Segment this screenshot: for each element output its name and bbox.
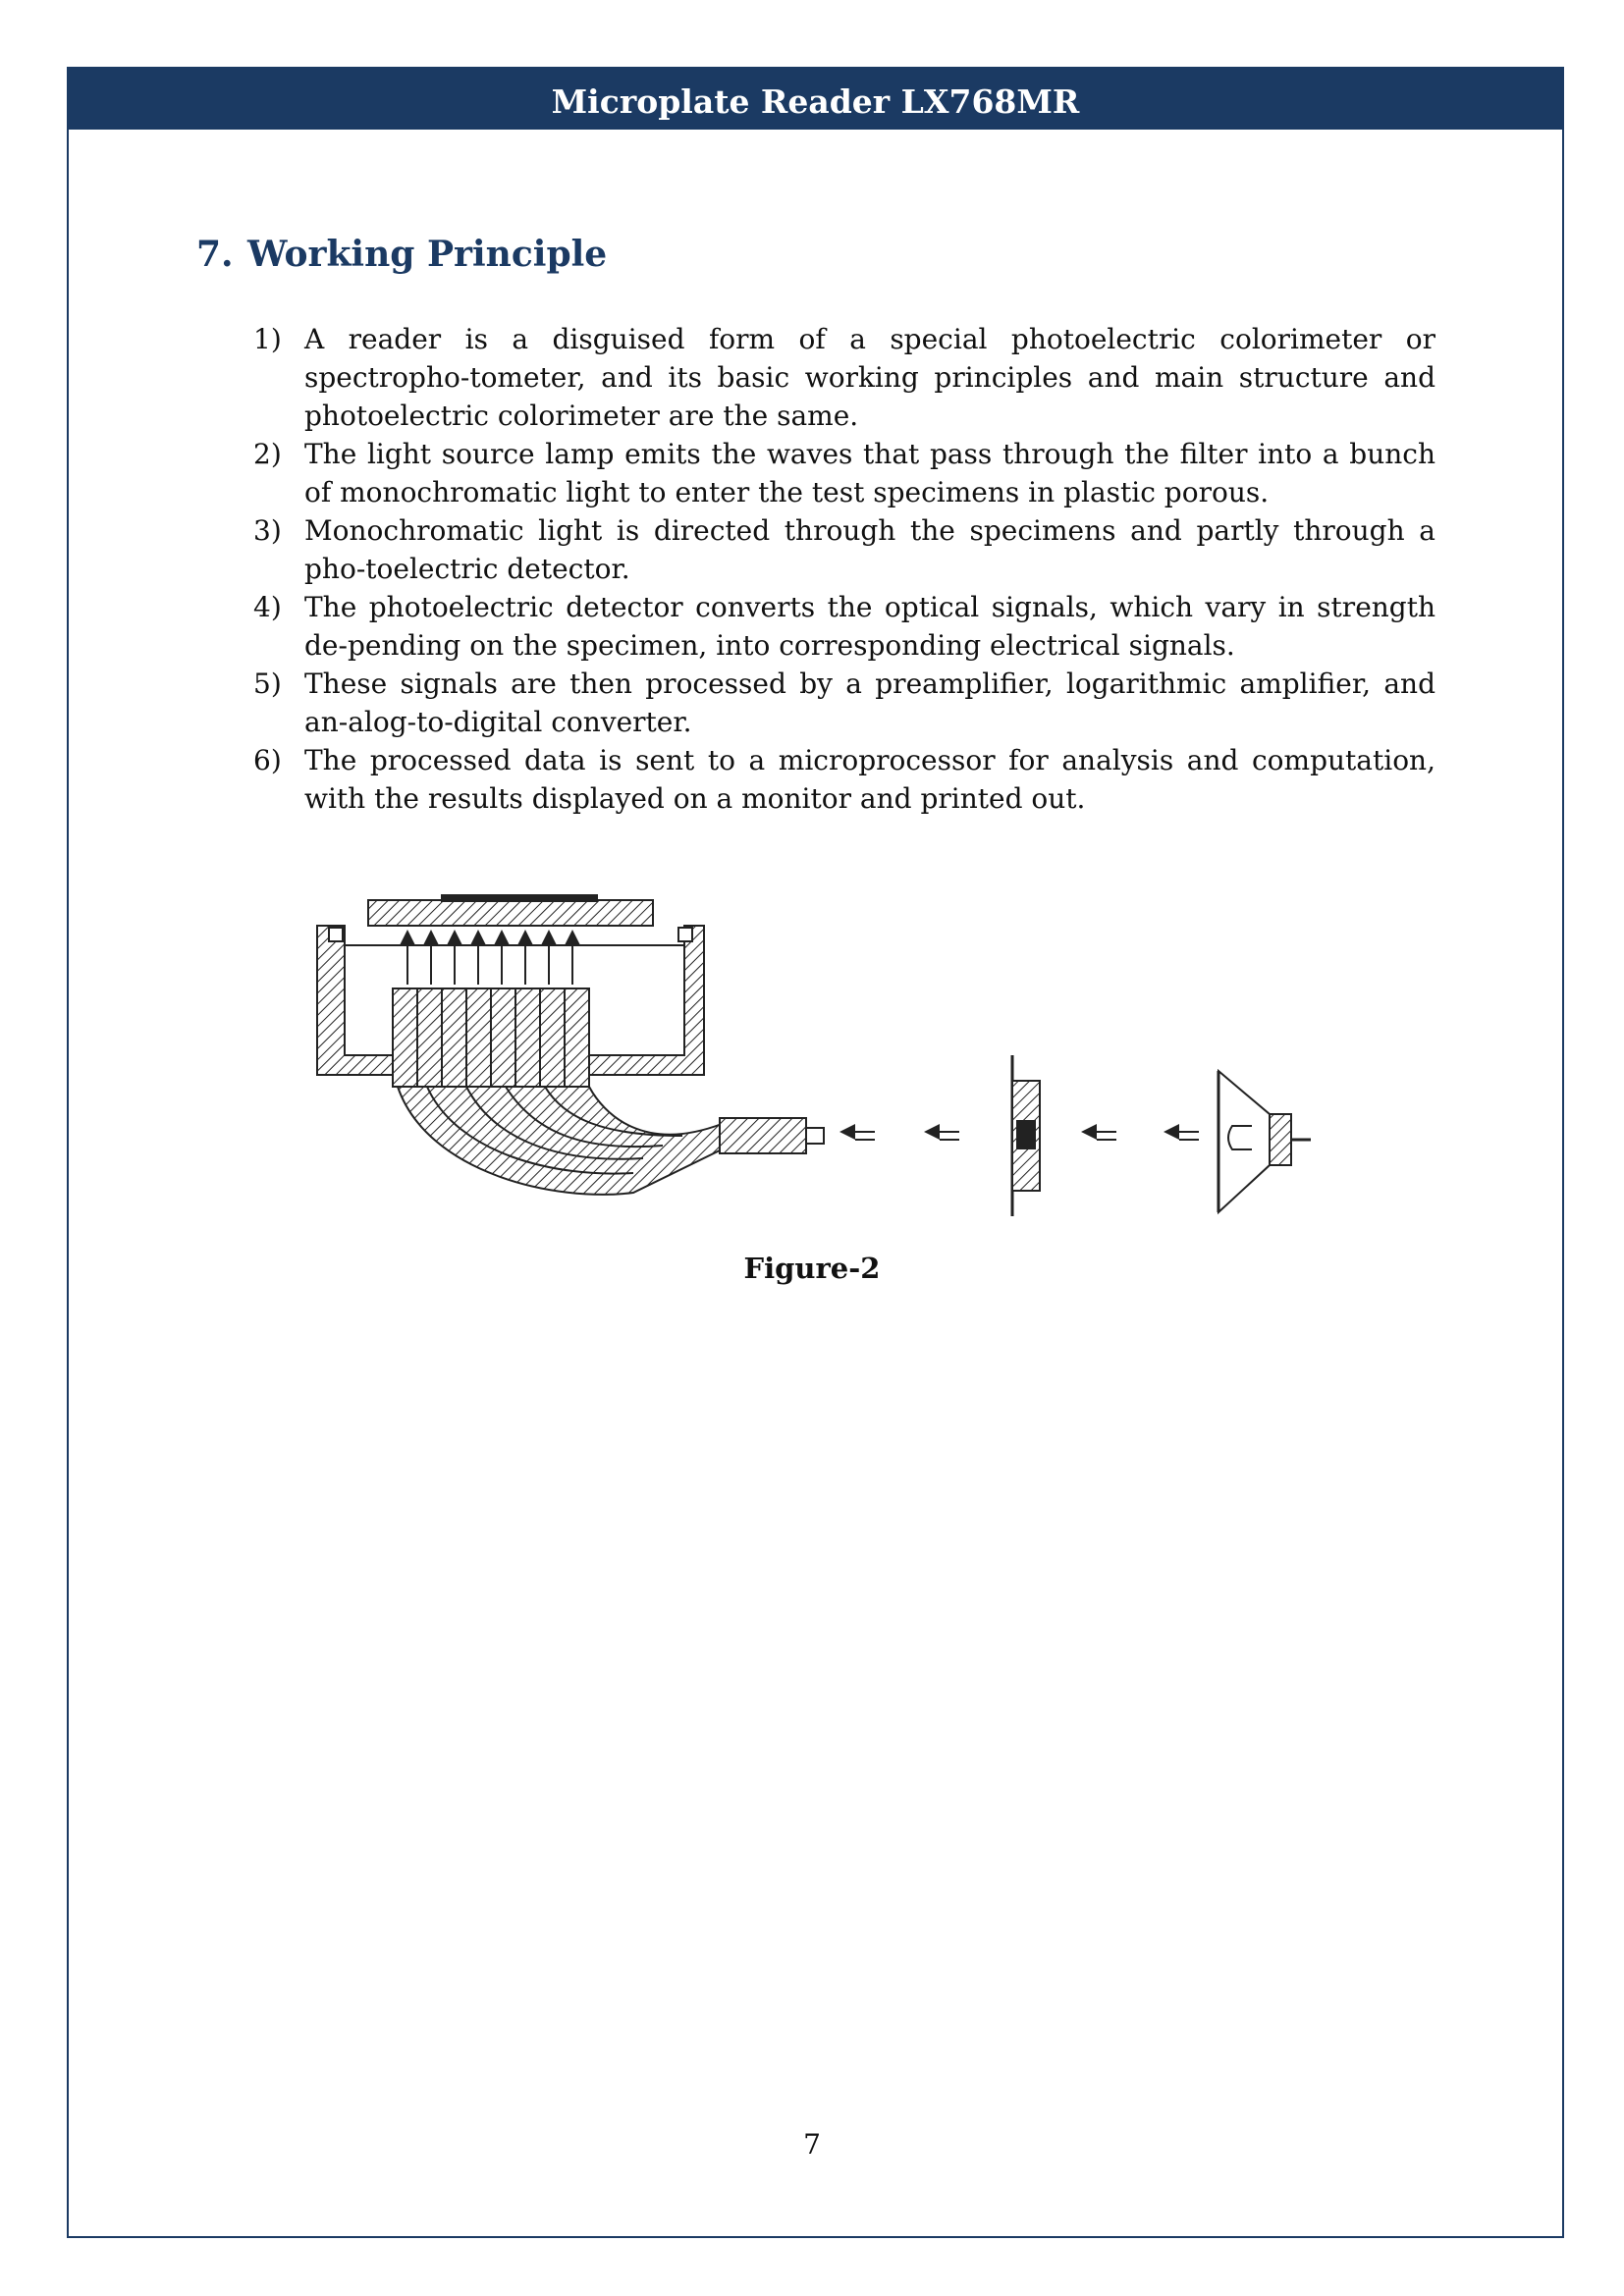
list-item-text: A reader is a disguised form of a special photoelectric colorimeter or spectropho-tometer, and its basic working principles and main structure and photoelectric colorimeter are the same. (304, 323, 1435, 432)
lamp-icon (1218, 1071, 1311, 1212)
list-item-text: Monochromatic light is directed through the specimens and partly through a pho-toelectric detector. (304, 514, 1435, 585)
header-title: Microplate Reader LX768MR (551, 82, 1080, 121)
section-title (196, 234, 607, 275)
list-marker: 2) (253, 438, 282, 470)
list-marker: 5) (253, 667, 282, 700)
list-marker: 4) (253, 591, 282, 623)
list-item-text: The photoelectric detector converts the optical signals, which vary in strength de-pending on the specimen, into corresponding electrical signals. (304, 591, 1435, 662)
list-item-text: The light source lamp emits the waves that pass through the filter into a bunch of monochromatic light to enter the test specimens in plastic porous. (304, 438, 1435, 508)
section-number: 7. (196, 234, 234, 275)
figure-caption: Figure-2 (743, 1252, 881, 1285)
list-item (253, 320, 1435, 435)
fibre-bundle (398, 1087, 824, 1195)
page-header (67, 67, 1564, 130)
list-item (253, 435, 1435, 511)
filter (1012, 1055, 1040, 1216)
list-item (253, 588, 1435, 665)
page-number: 7 (803, 2128, 821, 2161)
list-item (253, 741, 1435, 818)
list-marker: 1) (253, 323, 282, 355)
fibre-array (393, 988, 589, 1087)
list-marker: 3) (253, 514, 282, 547)
list-item-text: These signals are then processed by a preamplifier, logarithmic amplifier, and an-alog-to-digital converter. (304, 667, 1435, 738)
list-item (253, 665, 1435, 741)
list-marker: 6) (253, 744, 282, 776)
optical-system-diagram (309, 879, 1370, 1232)
working-principle-list (253, 320, 1435, 818)
section-title-text: Working Principle (247, 234, 608, 275)
list-item-text: The processed data is sent to a microprocessor for analysis and computation, with the results displayed on a monitor and printed out. (304, 744, 1435, 815)
list-item (253, 511, 1435, 588)
